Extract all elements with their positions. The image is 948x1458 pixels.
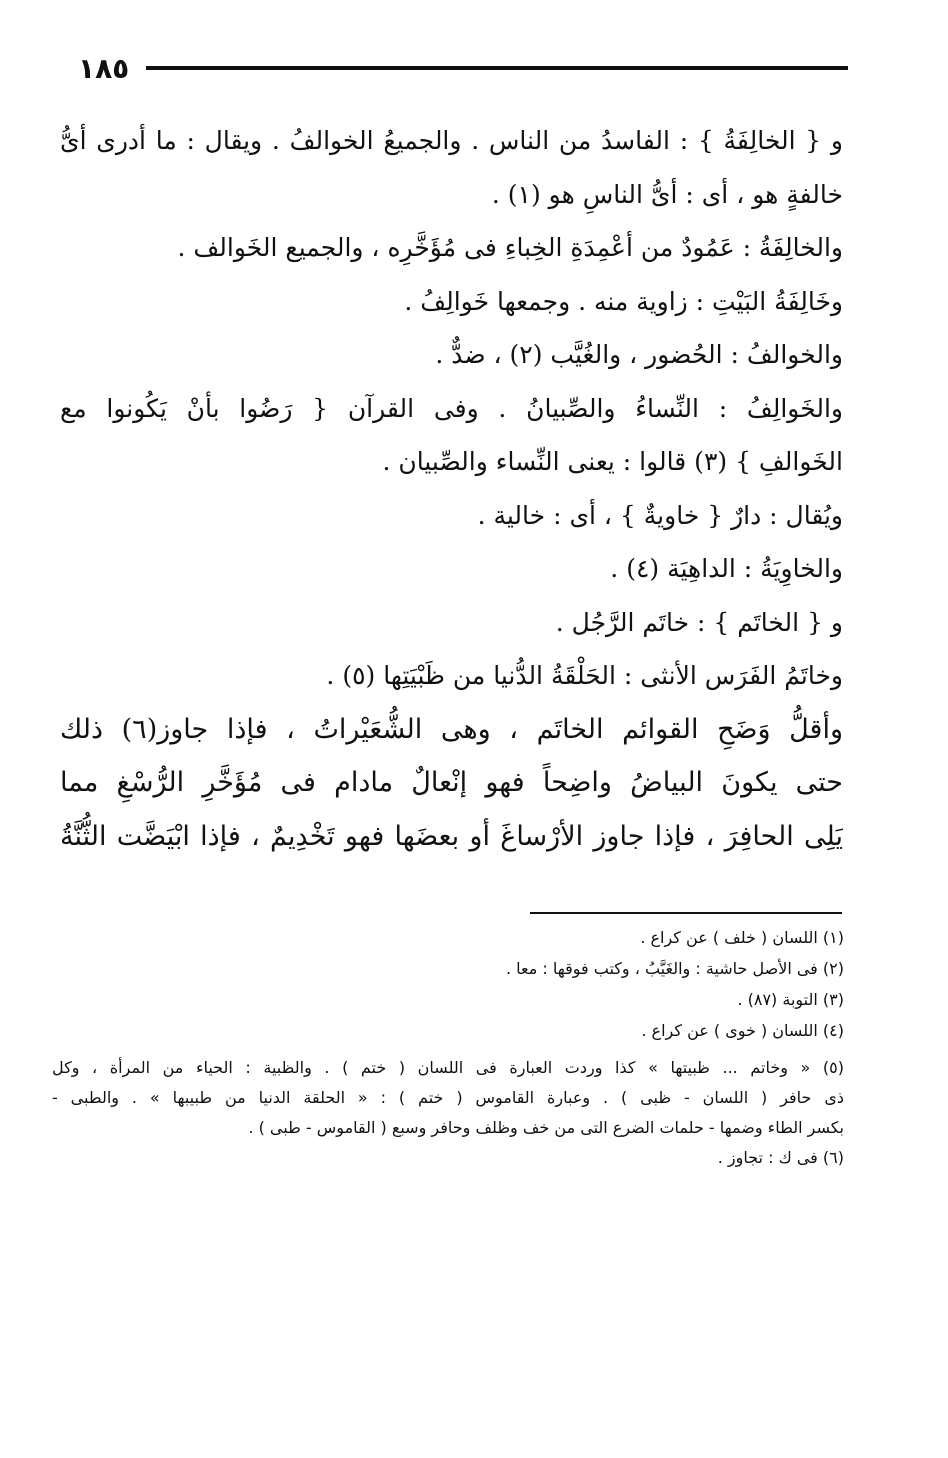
text-line: والخوالفُ : الحُضور ، والغُيَّب (٢) ، ضدٌّ .	[435, 340, 843, 369]
footnote-line: ذى حافر ( اللسان - ظبى ) . وعبارة القاموس ( ختم ) : « الحلقة الدنيا من طبيبها » . والطبى -	[52, 1088, 844, 1107]
footnote-line: (٤) اللسان ( خوى ) عن كراع .	[641, 1021, 844, 1040]
text-line: خالفةٍ هو ، أى : أىُّ الناسِ هو (١) .	[491, 179, 843, 209]
text-line: وخَالِفَةُ البَيْتِ : زاوية منه . وجمعها خَوالِفُ .	[404, 286, 843, 316]
footnotes	[52, 922, 844, 1173]
text-line: و { الخالِفَةُ } : الفاسدُ من الناس . والجميعُ الخوالفُ . ويقال : ما أدرى أىُّ	[60, 126, 843, 155]
page-header	[78, 52, 848, 88]
main-text	[60, 114, 843, 863]
footnote-line: (٦) فى ك : تجاوز .	[717, 1148, 844, 1167]
text-line: الخَوالفِ } (٣) قالوا : يعنى النِّساء والصِّبيان .	[382, 447, 843, 476]
text-line: يَلِى الحافِرَ ، فإذا جاوز الأرْساغَ أو بعضَها فهو تَخْدِيمٌ ، فإذا ابْيَضَّت الثُّنَّةُ	[60, 820, 843, 852]
footnote-line: (٢) فى الأصل حاشية : والغَيَّبُ ، وكتب فوقها : معا .	[505, 959, 844, 978]
footnote-separator	[530, 912, 842, 914]
text-line: والخالِفَةُ : عَمُودٌ من أعْمِدَةِ الخِباءِ فى مُؤَخَّرِه ، والجميع الخَوالف .	[177, 233, 843, 262]
text-line: والخاوِيَةُ : الداهِيَة (٤) .	[610, 554, 843, 583]
footnote-line: (٣) التوبة (٨٧) .	[737, 990, 844, 1009]
text-line: وأقلُّ وَضَحِ القوائم الخاتَم ، وهى الشُّعَيْراتُ ، فإذا جاوز(٦) ذلك	[60, 713, 843, 745]
footnote-line: (٥) « وخاتم ... ظبيتها » كذا وردت العبارة فى اللسان ( ختم ) . والظبية : الحياء من المرأة ، وكل	[52, 1058, 844, 1077]
text-line: حتى يكونَ البياضُ واضِحاً فهو إنْعالٌ مادام فى مُؤَخَّرِ الرُّسْغِ مما	[60, 767, 843, 798]
text-line: والخَوالِفُ : النِّساءُ والصِّبيانُ . وفى القرآن { رَضُوا بأنْ يَكُونوا مع	[60, 393, 843, 423]
header-rule	[146, 66, 848, 70]
text-line: و { الخاتَم } : خاتَم الرَّجُل .	[555, 607, 843, 637]
footnote-line: (١) اللسان ( خلف ) عن كراع .	[640, 928, 844, 947]
page-number: ١٨٥	[78, 52, 130, 85]
text-line: وخاتَمُ الفَرَس الأنثى : الحَلْقَةُ الدُّنيا من ظَبْيَتِها (٥) .	[326, 661, 843, 690]
footnote-line: بكسر الطاء وضمها - حلمات الضرع التى من خف وظلف وحافر وسبع ( القاموس - طبى ) .	[248, 1118, 844, 1137]
text-line: ويُقال : دارٌ { خاويةٌ } ، أى : خالية .	[477, 500, 843, 530]
